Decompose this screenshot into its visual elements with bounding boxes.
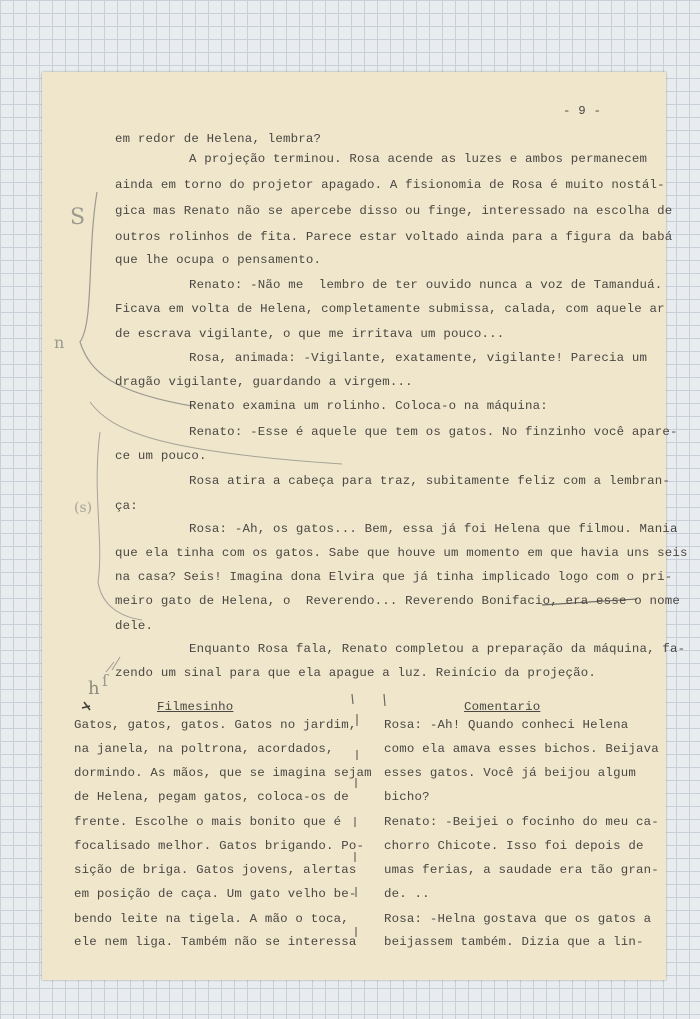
svg-text:(s): (s) bbox=[74, 500, 93, 516]
body-line: outros rolinhos de fita. Parece estar voltado ainda para a figura da babá bbox=[115, 230, 673, 244]
right-column-line: Rosa: -Helna gostava que os gatos a bbox=[384, 912, 652, 926]
body-line: na casa? Seis! Imagina dona Elvira que já tinha implicado logo com o pri- bbox=[115, 570, 673, 584]
right-column-line: Renato: -Beijei o focinho do meu ca- bbox=[384, 815, 659, 829]
left-column-line: em posição de caça. Um gato velho be- bbox=[74, 887, 357, 901]
right-column-line: Rosa: -Ah! Quando conheci Helena bbox=[384, 718, 629, 732]
left-column-line: na janela, na poltrona, acordados, bbox=[74, 742, 334, 756]
body-line: ça: bbox=[115, 499, 138, 513]
right-column-line: chorro Chicote. Isso foi depois de bbox=[384, 839, 644, 853]
body-line: zendo um sinal para que ela apague a luz. Reinício da projeção. bbox=[115, 666, 597, 680]
right-column-line: de. .. bbox=[384, 887, 430, 901]
right-column-line: beijassem também. Dizia que a lin- bbox=[384, 935, 644, 949]
body-line: em redor de Helena, lembra? bbox=[115, 132, 322, 146]
left-column-line: de Helena, pegam gatos, coloca-os de bbox=[74, 790, 349, 804]
right-column-heading: Comentario bbox=[464, 700, 541, 714]
svg-text:ſ: ſ bbox=[102, 671, 108, 690]
left-column-line: bendo leite na tigela. A mão o toca, bbox=[74, 912, 349, 926]
body-line: Renato: -Não me lembro de ter ouvido nunca a voz de Tamanduá. bbox=[189, 278, 663, 292]
body-line: ce um pouco. bbox=[115, 449, 207, 463]
left-column-line: Gatos, gatos, gatos. Gatos no jardim, bbox=[74, 718, 357, 732]
body-line: Enquanto Rosa fala, Renato completou a preparação da máquina, fa- bbox=[189, 642, 686, 656]
left-column-line: sição de briga. Gatos jovens, alertas bbox=[74, 863, 357, 877]
right-column-line: bicho? bbox=[384, 790, 430, 804]
body-line: Rosa, animada: -Vigilante, exatamente, vigilante! Parecia um bbox=[189, 351, 648, 365]
svg-text:n: n bbox=[54, 333, 65, 352]
right-column-line: esses gatos. Você já beijou algum bbox=[384, 766, 636, 780]
body-line: Rosa: -Ah, os gatos... Bem, essa já foi Helena que filmou. Mania bbox=[189, 522, 678, 536]
left-column-heading: Filmesinho bbox=[157, 700, 234, 714]
body-line: dele. bbox=[115, 619, 154, 633]
body-line: Rosa atira a cabeça para traz, subitamente feliz com a lembran- bbox=[189, 474, 671, 488]
left-column-line: frente. Escolhe o mais bonito que é bbox=[74, 815, 342, 829]
body-line: gica mas Renato não se apercebe disso ou finge, interessado na escolha de bbox=[115, 204, 673, 218]
body-line: Renato examina um rolinho. Coloca-o na máquina: bbox=[189, 399, 548, 413]
body-line: de escrava vigilante, o que me irritava um pouco... bbox=[115, 327, 505, 341]
svg-text:h: h bbox=[88, 678, 100, 699]
svg-text:S: S bbox=[70, 205, 86, 230]
body-line: dragão vigilante, guardando a virgem... bbox=[115, 375, 413, 389]
left-column-line: focalisado melhor. Gatos brigando. Po- bbox=[74, 839, 365, 853]
body-line: meiro gato de Helena, o Reverendo... Reverendo Bonifacio, era esse o nome bbox=[115, 594, 681, 608]
body-line: que lhe ocupa o pensamento. bbox=[115, 253, 322, 267]
left-column-line: ele nem liga. Também não se interessa bbox=[74, 935, 357, 949]
body-line: A projeção terminou. Rosa acende as luzes e ambos permanecem bbox=[189, 152, 648, 166]
right-column-line: como ela amava esses bichos. Beijava bbox=[384, 742, 659, 756]
body-line: Renato: -Esse é aquele que tem os gatos. No finzinho você apare- bbox=[189, 425, 678, 439]
left-column-line: dormindo. As mãos, que se imagina sejam bbox=[74, 766, 372, 780]
body-line: Ficava em volta de Helena, completamente submissa, calada, com aquele ar bbox=[115, 302, 665, 316]
typewritten-page bbox=[42, 72, 688, 980]
body-line: ainda em torno do projetor apagado. A fisionomia de Rosa é muito nostál- bbox=[115, 178, 665, 192]
page-number: - 9 - bbox=[563, 104, 602, 118]
right-column-line: umas ferias, a saudade era tão gran- bbox=[384, 863, 659, 877]
body-line: que ela tinha com os gatos. Sabe que houve um momento em que havia uns seis bbox=[115, 546, 688, 560]
